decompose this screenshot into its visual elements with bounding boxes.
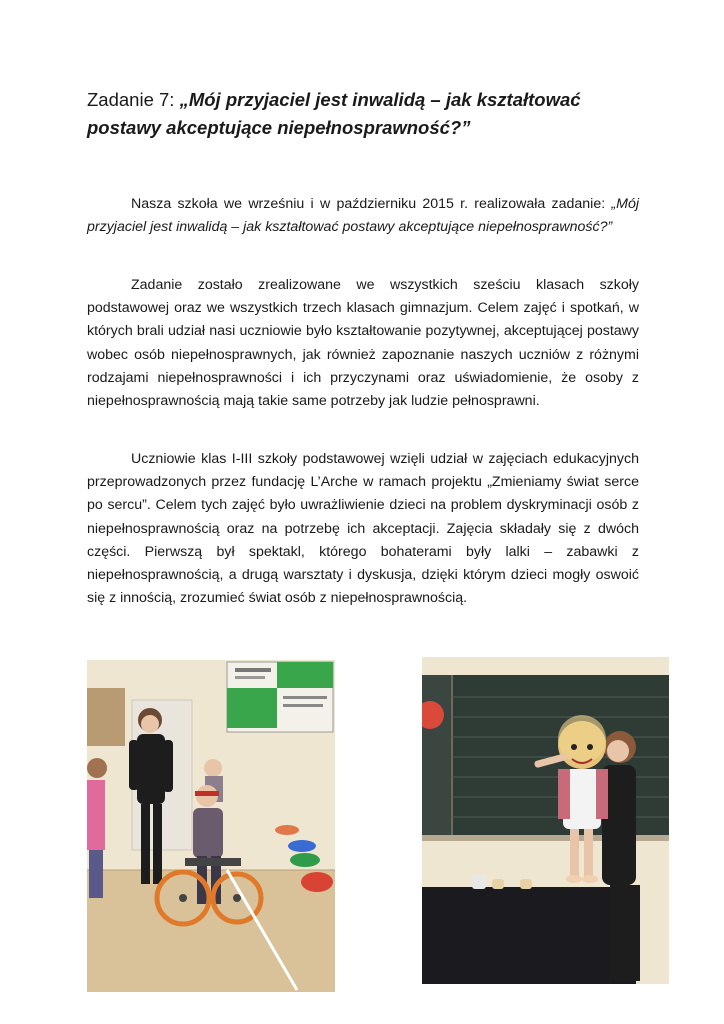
classroom-wheelchair-photo xyxy=(87,660,335,992)
title-lead: Zadanie 7: xyxy=(87,89,180,110)
puppet-show-photo xyxy=(422,657,669,984)
paragraph-3-text: Uczniowie klas I-III szkoły podstawowej wzięli udział w zajęciach edukacyjnych przeprowadzonych przez fundację L’Arche w ramach projektu „Zmieniamy świat serce po sercu”. Celem tych zajęć było uwrażliwienie dzieci na problem dyskryminacji osób z niepełnosprawnością oraz na potrzebę ich akceptacji. Zajęcia składały się z dwóch części. Pierwszą był spektakl, którego bohaterami były lalki – zabawki z niepełnosprawnością, a drugą warsztaty i dyskusja, dzięki którym dzieci mogły oswoić się z innością, zrozumieć świat osób z niepełnosprawnością. xyxy=(87,451,639,607)
title-emphasis: „Mój przyjaciel jest inwalidą – jak kształtować postawy akceptujące niepełnosprawność?” xyxy=(87,89,581,138)
classroom-wheelchair-illustration xyxy=(87,660,335,992)
paragraph-2-text: Zadanie zostało zrealizowane we wszystkich sześciu klasach szkoły podstawowej oraz we wszystkich trzech klasach gimnazjum. Celem zajęć i spotkań, w których brali udział nasi uczniowie było kształtowanie pozytywnej, akceptującej postawy wobec osób niepełnosprawnych, jak również zapoznanie naszych uczniów z różnymi rodzajami niepełnosprawności i ich przyczynami oraz uświadomienie, że osoby z niepełnosprawnością mają takie same potrzeby jak ludzie pełnosprawni. xyxy=(87,277,639,410)
paragraph-2 xyxy=(87,274,639,413)
puppet-show-illustration xyxy=(422,657,669,984)
document-title xyxy=(87,86,647,142)
paragraph-1-italic: „Mój przyjaciel jest inwalidą – jak kształtować postawy akceptujące niepełnosprawność?” xyxy=(87,196,639,236)
paragraph-1-text: Nasza szkoła we wrześniu i w październiku 2015 r. realizowała zadanie: xyxy=(131,196,612,212)
paragraph-3 xyxy=(87,448,639,610)
paragraph-1 xyxy=(87,193,639,239)
